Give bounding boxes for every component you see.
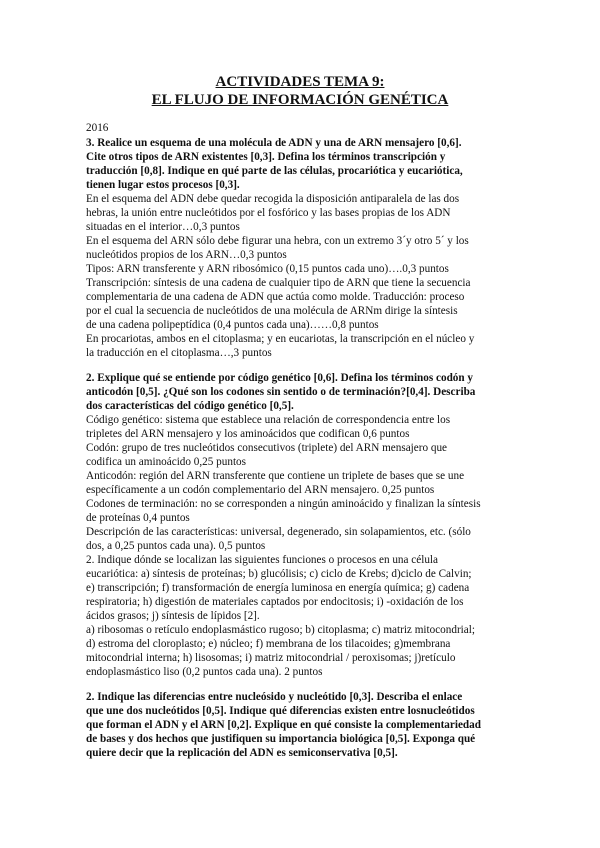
text-line: nucleótidos propios de los ARN…0,3 puntos <box>86 249 287 261</box>
text-line: quiere decir que la replicación del ADN es semiconservativa [0,5]. <box>86 747 398 759</box>
document-year: 2016 <box>86 122 109 134</box>
text-line: codifica un aminoácido 0,25 puntos <box>86 456 247 468</box>
text-line: 2. Indique dónde se localizan las siguientes funciones o procesos en una célula <box>86 554 438 566</box>
text-line: respiratoria; h) digestión de materiales captados por endocitosis; i) -oxidación de los <box>86 596 464 608</box>
text-line: 2. Indique las diferencias entre nucleósido y nucleótido [0,3]. Describa el enlace <box>86 691 463 703</box>
text-line: d) estroma del cloroplasto; e) núcleo; f) membrana de los tilacoides; g)membrana <box>86 638 451 650</box>
text-line: situadas en el interior…0,3 puntos <box>86 221 240 233</box>
text-line: mitocondrial interna; h) lisosomas; i) matriz mitocondrial / peroxisomas; j)retículo <box>86 652 456 664</box>
text-line: dos, a 0,25 puntos cada una). 0,5 puntos <box>86 540 266 552</box>
text-line: En procariotas, ambos en el citoplasma; y en eucariotas, la transcripción en el núcleo y <box>86 333 475 345</box>
text-line: Anticodón: región del ARN transferente que contiene un triplete de bases que se une <box>86 470 465 482</box>
text-line: endoplasmástico liso (0,2 puntos cada una). 2 puntos <box>86 666 323 678</box>
text-line: de una cadena polipeptídica (0,4 puntos cada una)……0,8 puntos <box>86 319 379 331</box>
text-line: Codón: grupo de tres nucleótidos consecutivos (triplete) del ARN mensajero que <box>86 442 448 454</box>
text-line: que forman el ADN y el ARN [0,2]. Explique en qué consiste la complementariedad <box>86 719 481 731</box>
text-line: la traducción en el citoplasma…,3 puntos <box>86 347 272 359</box>
text-line: e) transcripción; f) transformación de energía luminosa en energía química; g) cadena <box>86 582 470 594</box>
text-line: hebras, la unión entre nucleótidos por el fosfórico y las bases propias de los ADN <box>86 207 451 219</box>
text-line: de proteínas 0,4 puntos <box>86 512 190 524</box>
text-line: traducción [0,8]. Indique en qué parte de las células, procariótica y eucariótica, <box>86 165 463 177</box>
text-line: dos características del código genético [0,5]. <box>86 400 294 412</box>
text-line: Descripción de las características: universal, degenerado, sin solapamientos, etc. (sólo <box>86 526 471 538</box>
text-line: Tipos: ARN transferente y ARN ribosómico (0,15 puntos cada uno)….0,3 puntos <box>86 263 449 275</box>
text-line: tripletes del ARN mensajero y los aminoácidos que codifican 0,6 puntos <box>86 428 410 440</box>
text-line: específicamente a un codón complementario del ARN mensajero. 0,25 puntos <box>86 484 435 496</box>
text-line: eucariótica: a) síntesis de proteínas; b) glucólisis; c) ciclo de Krebs; d)ciclo de Calvin; <box>86 568 472 580</box>
text-line: a) ribosomas o retículo endoplasmástico rugoso; b) citoplasma; c) matriz mitocondrial; <box>86 624 475 636</box>
text-line: Código genético: sistema que establece una relación de correspondencia entre los <box>86 414 451 426</box>
text-line: En el esquema del ARN sólo debe figurar una hebra, con un extremo 3´y otro 5´ y los <box>86 235 469 247</box>
text-line: que une dos nucleótidos [0,5]. Indique qué diferencias existen entre losnucleótidos <box>86 705 475 717</box>
document-title-line-2: EL FLUJO DE INFORMACIÓN GENÉTICA <box>151 92 449 108</box>
document-title-line-1: ACTIVIDADES TEMA 9: <box>215 74 385 90</box>
text-line: complementaria de una cadena de ADN que actúa como molde. Traducción: proceso <box>86 291 465 303</box>
text-line: Cite otros tipos de ARN existentes [0,3]. Defina los términos transcripción y <box>86 151 446 163</box>
text-line: Codones de terminación: no se corresponden a ningún aminoácido y finalizan la síntesis <box>86 498 481 510</box>
text-line: anticodón [0,5]. ¿Qué son los codones sin sentido o de terminación?[0,4]. Describa <box>86 386 476 398</box>
text-line: Transcripción: síntesis de una cadena de cualquier tipo de ARN que tiene la secuencia <box>86 277 471 289</box>
text-line: ácidos grasos; j) síntesis de lípidos [2]. <box>86 610 260 622</box>
text-line: de bases y dos hechos que justifiquen su importancia biológica [0,5]. Exponga qué <box>86 733 476 745</box>
text-line: 2. Explique qué se entiende por código genético [0,6]. Defina los términos codón y <box>86 372 474 384</box>
text-line: 3. Realice un esquema de una molécula de ADN y una de ARN mensajero [0,6]. <box>86 137 462 149</box>
text-line: En el esquema del ADN debe quedar recogida la disposición antiparalela de las dos <box>86 193 460 205</box>
text-line: por el cual la secuencia de nucleótidos de una molécula de ARNm dirige la síntesis <box>86 305 458 317</box>
text-line: tienen lugar estos procesos [0,3]. <box>86 179 240 191</box>
